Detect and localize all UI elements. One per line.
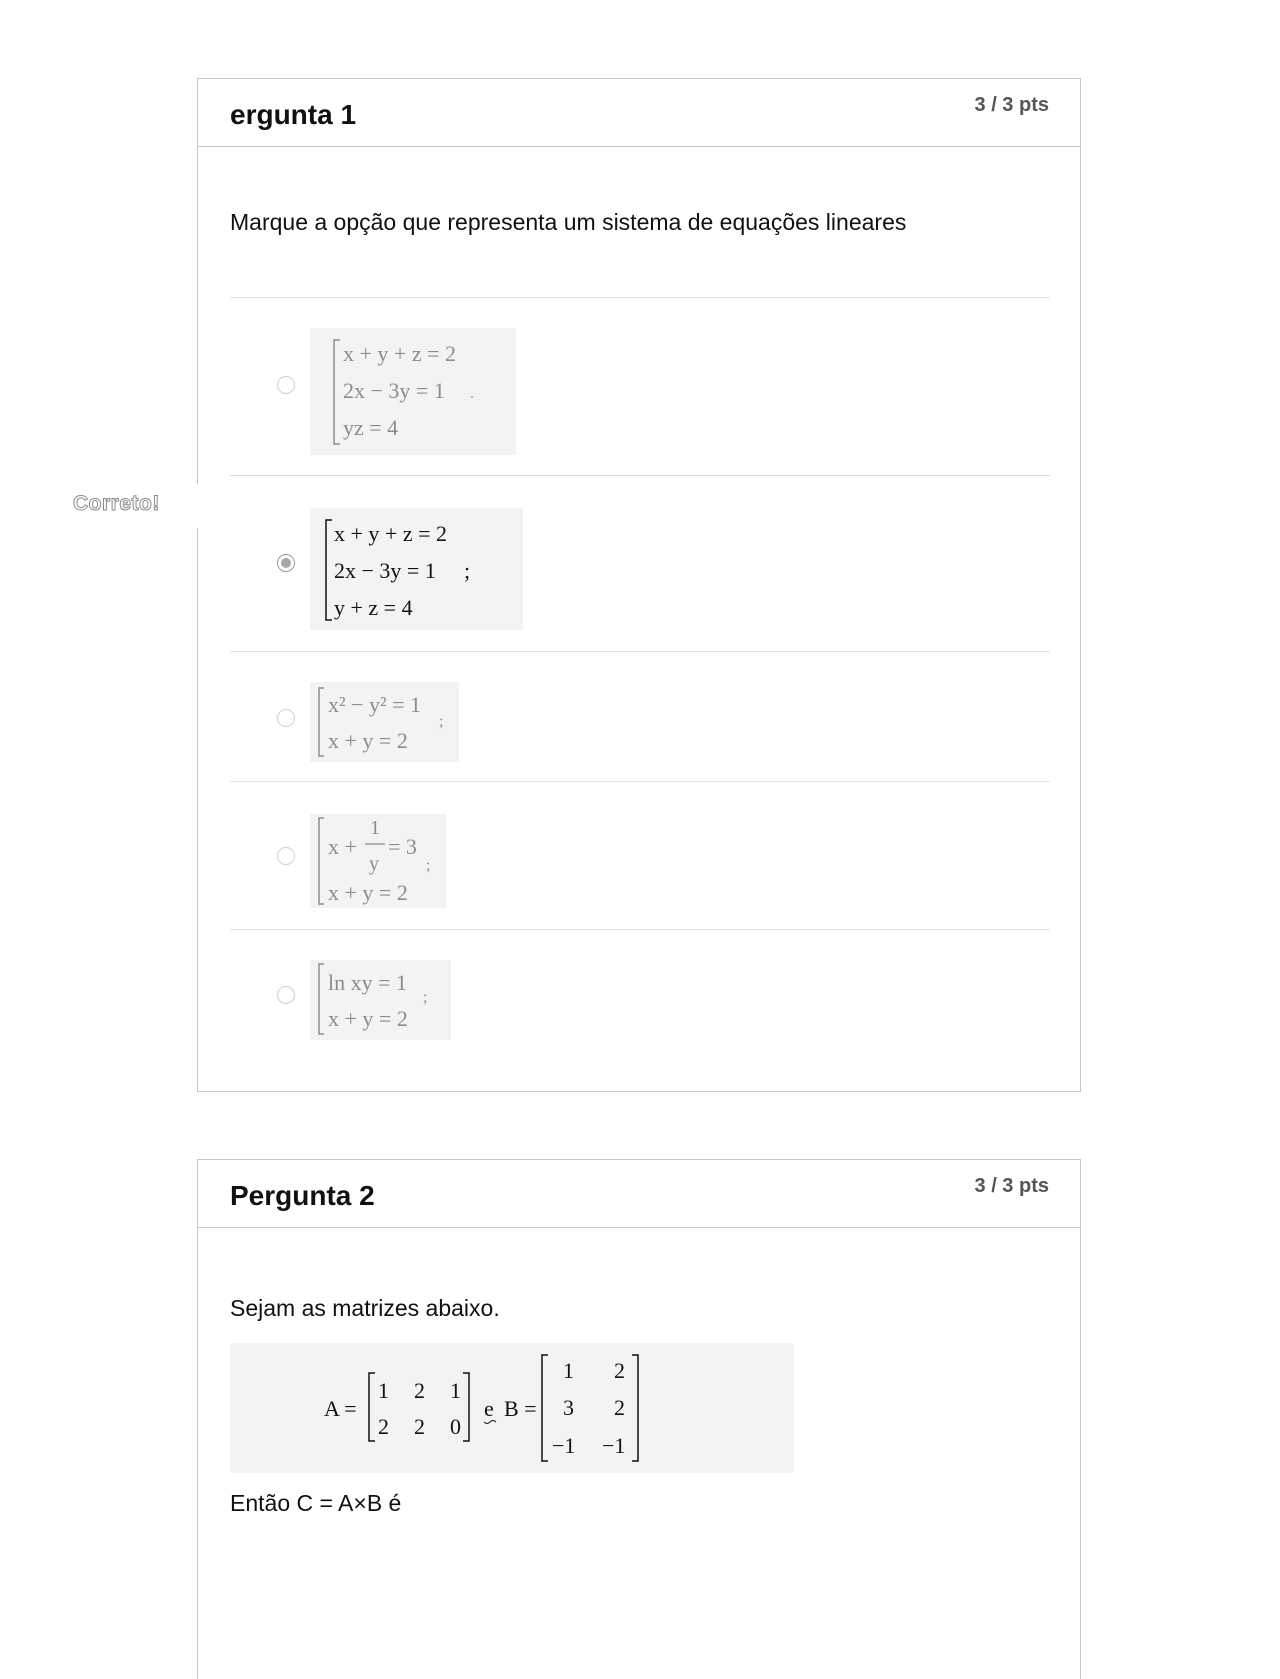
answer-option-2[interactable] xyxy=(230,475,1050,651)
equation-line: y + z = 4 xyxy=(334,595,413,620)
equation-suffix: ; xyxy=(439,713,444,730)
matrix-b-label: B = xyxy=(504,1396,537,1421)
matrix-a-cell: 2 xyxy=(414,1378,425,1403)
equation-line: x + y + z = 2 xyxy=(334,521,447,546)
matrix-b-cell: 2 xyxy=(614,1358,625,1383)
question-1-points: 3 / 3 pts xyxy=(974,94,1049,116)
answer-radio-5[interactable] xyxy=(277,986,295,1004)
svg-text:= 3: = 3 xyxy=(388,834,417,859)
matrix-b-cell: −1 xyxy=(602,1433,626,1458)
answer-equation-2 xyxy=(310,508,523,630)
question-2-prompt: Sejam as matrizes abaixo. xyxy=(230,1295,500,1321)
equation-line: yz = 4 xyxy=(343,415,399,440)
answer-equation-4 xyxy=(310,814,446,908)
matrices-figure xyxy=(230,1343,794,1473)
equation-line: x + y = 2 xyxy=(328,880,408,905)
matrix-b-cell: −1 xyxy=(552,1433,576,1458)
question-2-title: Pergunta 2 xyxy=(230,1180,375,1211)
matrix-connector: e xyxy=(484,1396,494,1421)
equation-line: x + y = 2 xyxy=(328,1006,408,1031)
equation-line: x² − y² = 1 xyxy=(328,692,422,717)
svg-text:x +: x + xyxy=(328,834,357,859)
equation-suffix: . xyxy=(470,385,474,402)
svg-text:1: 1 xyxy=(370,817,380,839)
svg-text:y: y xyxy=(369,853,379,875)
answer-equation-1 xyxy=(310,328,516,455)
answer-radio-3[interactable] xyxy=(277,709,295,727)
answer-option-3[interactable] xyxy=(230,651,1050,781)
correct-answer-label: Correto! xyxy=(73,492,160,515)
answer-radio-1[interactable] xyxy=(277,376,295,394)
equation-line: x + y + z = 2 xyxy=(343,341,456,366)
equation-line: ln xy = 1 xyxy=(328,970,408,995)
question-2-points: 3 / 3 pts xyxy=(974,1175,1049,1197)
card-border-gap xyxy=(196,484,198,528)
answer-option-5[interactable] xyxy=(230,929,1050,1069)
answer-option-4[interactable] xyxy=(230,781,1050,929)
question-1-prompt: Marque a opção que representa um sistema de equações lineares xyxy=(230,209,907,235)
matrix-b-cell: 1 xyxy=(563,1358,574,1383)
matrix-a-cell: 0 xyxy=(450,1414,461,1439)
question-1-header xyxy=(198,79,1080,147)
matrix-a-cell: 1 xyxy=(450,1378,461,1403)
matrix-a-cell: 2 xyxy=(378,1414,389,1439)
matrix-a-cell: 1 xyxy=(378,1378,389,1403)
question-2-header xyxy=(198,1160,1080,1228)
matrix-a-cell: 2 xyxy=(414,1414,425,1439)
equation-suffix: ; xyxy=(423,989,428,1006)
matrix-b-cell: 3 xyxy=(563,1395,574,1420)
equation-suffix: ; xyxy=(426,857,431,874)
equation-line: 2x − 3y = 1 xyxy=(334,558,436,583)
answer-option-1[interactable] xyxy=(230,297,1050,475)
matrix-a-label: A = xyxy=(324,1396,357,1421)
question-2-followup: Então C = A×B é xyxy=(230,1490,402,1516)
equation-line: 2x − 3y = 1 xyxy=(343,378,445,403)
equation-line: x + y = 2 xyxy=(328,728,408,753)
answer-radio-2-selected[interactable] xyxy=(277,554,295,572)
question-2-card xyxy=(197,1159,1081,1679)
answer-radio-4[interactable] xyxy=(277,847,295,865)
answer-equation-5 xyxy=(310,960,451,1040)
answer-equation-3 xyxy=(310,682,459,762)
matrix-b-cell: 2 xyxy=(614,1395,625,1420)
question-1-title: ergunta 1 xyxy=(230,99,357,130)
equation-suffix: ; xyxy=(464,558,471,583)
question-1-card xyxy=(197,78,1081,1092)
